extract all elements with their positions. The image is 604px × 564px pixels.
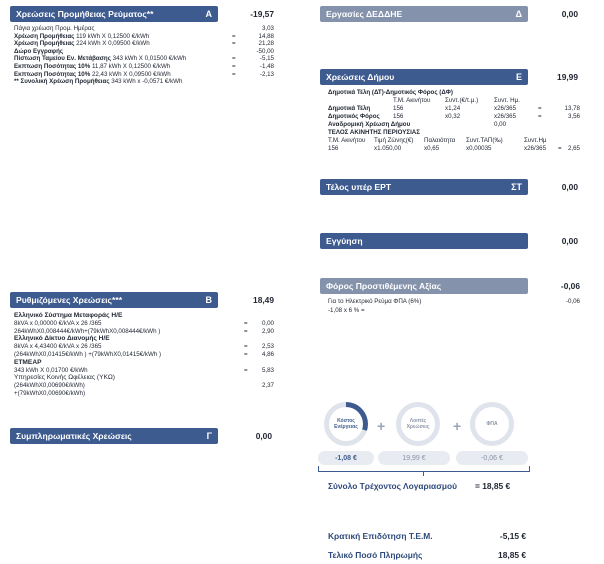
tap-eq: = bbox=[558, 145, 562, 152]
extra-charges-title: Συμπληρωματικές Χρεώσεις bbox=[16, 431, 132, 441]
municipal-row-eq: = bbox=[538, 113, 542, 120]
plus-icon: + bbox=[453, 418, 462, 434]
regulated-line-value: 4,86 bbox=[261, 351, 274, 358]
energy-cost-circle bbox=[324, 402, 368, 446]
municipal-subtitle: Δημοτικά Τέλη (ΔΤ)-Δημοτικός Φόρος (ΔΦ) bbox=[328, 89, 453, 96]
vat-amount: -0,06 bbox=[560, 281, 580, 291]
municipal-amount: 19,99 bbox=[557, 72, 578, 82]
municipal-col-days: Συντ. Ημ. bbox=[494, 97, 520, 104]
municipal-row-coef: x1,24 bbox=[445, 105, 461, 112]
supply-charges-code: Α bbox=[205, 9, 212, 19]
summary-bracket bbox=[318, 466, 530, 472]
vat-circle-label: ΦΠΑ bbox=[475, 407, 509, 441]
vat-line-calc: -1,08 x 6 % = bbox=[328, 307, 365, 314]
tap-col: Συντ.Ημ bbox=[524, 137, 547, 144]
municipal-title: Χρεώσεις Δήμου bbox=[326, 72, 395, 82]
regulated-line-eq: = bbox=[244, 327, 248, 335]
tap-col: Παλαιότητα bbox=[424, 137, 456, 144]
regulated-line: 8kVA x 0,00000 €/kVA x 26 /365 bbox=[14, 319, 102, 327]
municipal-code: Ε bbox=[515, 72, 522, 82]
other-charges-pill: 19,99 € bbox=[378, 451, 450, 465]
municipal-row-value: 3,56 bbox=[567, 113, 580, 120]
ert-header bbox=[320, 179, 528, 195]
total-label: Σύνολο Τρέχοντος Λογαριασμού bbox=[328, 481, 458, 491]
summary-bracket-stem bbox=[423, 472, 424, 476]
tap-col: Συντ.ΤΑΠ(‰) bbox=[466, 137, 503, 144]
tap-days: x26/365 bbox=[524, 145, 547, 152]
supply-line-value: -5,15 bbox=[259, 55, 274, 63]
ert-title: Τέλος υπέρ ΕΡΤ bbox=[326, 182, 392, 192]
plus-icon: + bbox=[377, 418, 386, 434]
guarantee-amount: 0,00 bbox=[561, 236, 578, 246]
regulated-charges-amount: 18,49 bbox=[253, 295, 274, 305]
supply-line-value: -1,48 bbox=[259, 63, 274, 70]
supply-line: Εκπτωση Ποσότητας 10% 11,87 kWh X 0,12500 €/kWh bbox=[14, 63, 171, 70]
regulated-line: ΕΤΜΕΑΡ bbox=[14, 358, 42, 366]
regulated-line-eq: = bbox=[244, 351, 248, 358]
regulated-line-value: 5,83 bbox=[261, 366, 274, 374]
extra-charges-code: Γ bbox=[206, 431, 212, 441]
works-header bbox=[320, 6, 528, 22]
supply-charges-header bbox=[10, 6, 218, 22]
tap-sqm: 156 bbox=[328, 145, 339, 152]
vat-pill: -0,06 € bbox=[456, 451, 528, 465]
municipal-row-days: x26/365 bbox=[494, 113, 517, 120]
regulated-line-value: 2,90 bbox=[261, 327, 274, 335]
municipal-col-sqm: Τ.Μ. Ακινήτου bbox=[393, 97, 431, 104]
energy-cost-circle-label: Κόστος Ενέργειας bbox=[329, 407, 363, 441]
municipal-row-value: 13,78 bbox=[564, 105, 580, 112]
subsidy-label: Κρατική Επιδότηση Τ.Ε.Μ. bbox=[328, 531, 433, 541]
supply-line-eq: = bbox=[232, 63, 236, 70]
regulated-line: Ελληνικό Σύστημα Μεταφοράς Η/Ε bbox=[14, 312, 123, 319]
extra-charges-amount: 0,00 bbox=[255, 431, 272, 441]
supply-line-value: -2,13 bbox=[259, 70, 274, 78]
regulated-line: Ελληνικό Δίκτυο Διανομής Η/Ε bbox=[14, 335, 110, 343]
regulated-line-eq: = bbox=[244, 366, 248, 374]
supply-line-eq: = bbox=[232, 70, 236, 78]
total-value: = 18,85 € bbox=[475, 481, 511, 491]
regulated-line-eq: = bbox=[244, 343, 248, 351]
vat-circle bbox=[470, 402, 514, 446]
regulated-charges-title: Ρυθμιζόμενες Χρεώσεις*** bbox=[16, 295, 123, 305]
vat-header bbox=[320, 278, 528, 294]
municipal-row-sqm: 156 bbox=[393, 113, 404, 120]
supply-line-value: 14,88 bbox=[258, 32, 274, 40]
subsidy-value: -5,15 € bbox=[499, 531, 526, 541]
supply-line-value: -50,00 bbox=[256, 47, 274, 55]
regulated-line: +(79kWhX0,00690€/kWh) bbox=[14, 390, 86, 397]
tap-col: Τ.Μ. Ακινήτου bbox=[328, 137, 366, 144]
regulated-line: 264kWhX0,008444€/kWh+(79kWhX0,008444€/kWh ) bbox=[14, 327, 161, 335]
supply-charges-title: Χρεώσεις Προμήθειας Ρεύματος** bbox=[16, 9, 154, 19]
supply-line: ** Συνολική Χρέωση Προμήθειας 343 kWh x -0,0571 €/kWh bbox=[14, 78, 183, 86]
tap-age: x0,65 bbox=[424, 145, 440, 152]
works-code: Δ bbox=[515, 9, 522, 19]
tap-value: 2,65 bbox=[567, 145, 580, 152]
tap-label: ΤΕΛΟΣ ΑΚΙΝΗΤΗΣ ΠΕΡΙΟΥΣΙΑΣ bbox=[328, 129, 420, 136]
guarantee-header bbox=[320, 233, 528, 249]
vat-title: Φόρος Προστιθέμενης Αξίας bbox=[326, 281, 442, 291]
municipal-row-coef: x0,32 bbox=[445, 113, 461, 120]
supply-line-eq: = bbox=[232, 40, 236, 48]
regulated-line-value: 2,53 bbox=[261, 343, 274, 351]
guarantee-title: Εγγύηση bbox=[326, 236, 363, 246]
supply-line-value: 3,03 bbox=[261, 25, 274, 32]
supply-line: Πάγια χρέωση Προμ. Ημέρας bbox=[14, 25, 95, 32]
regulated-line: 343 kWh X 0,01700 €/kWh bbox=[14, 366, 88, 374]
supply-line-value: 21,28 bbox=[258, 40, 274, 48]
regulated-line-value: 0,00 bbox=[261, 319, 274, 327]
vat-line: Για το Ηλεκτρικό Ρεύμα ΦΠΑ (6%) bbox=[328, 298, 422, 305]
supply-line: Δώρο Εγγραφής bbox=[14, 47, 64, 55]
municipal-col-coef: Συντ.(€/τ.μ.) bbox=[445, 97, 479, 104]
other-charges-circle-label: Λοιπές Χρεώσεις bbox=[401, 407, 435, 441]
tap-coef: x0,00035 bbox=[466, 145, 492, 152]
regulated-line: Υπηρεσίες Κοινής Ωφέλειας (ΥΚΩ) bbox=[14, 374, 115, 382]
supply-line: Εκπτωση Ποσότητας 10% 22,43 kWh X 0,09500 €/kWh bbox=[14, 70, 171, 78]
municipal-row-label: Δημοτικά Τέλη bbox=[328, 105, 371, 112]
extra-charges-header bbox=[10, 428, 218, 444]
works-amount: 0,00 bbox=[561, 9, 578, 19]
supply-line: Χρέωση Προμήθειας 224 kWh X 0,09500 €/kWh bbox=[14, 40, 150, 48]
municipal-header bbox=[320, 69, 528, 85]
vat-line-value: -0,06 bbox=[565, 298, 580, 305]
regulated-charges-code: Β bbox=[205, 295, 212, 305]
regulated-charges-header bbox=[10, 292, 218, 308]
regulated-line-value: 2,37 bbox=[261, 382, 274, 390]
regulated-line-eq: = bbox=[244, 319, 248, 327]
final-label: Τελικό Ποσό Πληρωμής bbox=[328, 550, 423, 560]
municipal-row-sqm: 156 bbox=[393, 105, 404, 112]
regulated-line: 8kVA x 4,43400 €/kVA x 26 /365 bbox=[14, 343, 102, 351]
municipal-retro-value: 0,00 bbox=[494, 121, 507, 128]
municipal-row-eq: = bbox=[538, 105, 542, 112]
supply-line-eq: = bbox=[232, 32, 236, 40]
municipal-row-label: Δημοτικός Φόρος bbox=[328, 113, 380, 120]
other-charges-circle bbox=[396, 402, 440, 446]
energy-cost-pill: -1,08 € bbox=[318, 451, 374, 465]
regulated-line: (264kWhX0,00690€/kWh) bbox=[14, 382, 85, 390]
municipal-retro-label: Αναδρομική Χρέωση Δήμου bbox=[328, 121, 411, 128]
tap-zone: x1.050,00 bbox=[374, 145, 402, 152]
supply-line: Πίστωση Ταμείου Εν. Μετάβασης 343 kWh X 0,01500 €/kWh bbox=[14, 55, 187, 63]
supply-line: Χρέωση Προμήθειας 119 kWh X 0,12500 €/kWh bbox=[14, 32, 150, 40]
tap-col: Τιμή Ζώνης(€) bbox=[374, 137, 414, 144]
ert-code: ΣΤ bbox=[511, 182, 522, 192]
regulated-line: (264kWhX0,01415€/kWh ) +(79kWhX0,01415€/kWh ) bbox=[14, 351, 162, 358]
supply-charges-amount: -19,57 bbox=[250, 9, 274, 19]
supply-line-eq: = bbox=[232, 55, 236, 63]
ert-amount: 0,00 bbox=[561, 182, 578, 192]
works-title: Εργασίες ΔΕΔΔΗΕ bbox=[326, 9, 403, 19]
municipal-row-days: x26/365 bbox=[494, 105, 517, 112]
final-value: 18,85 € bbox=[498, 550, 526, 560]
